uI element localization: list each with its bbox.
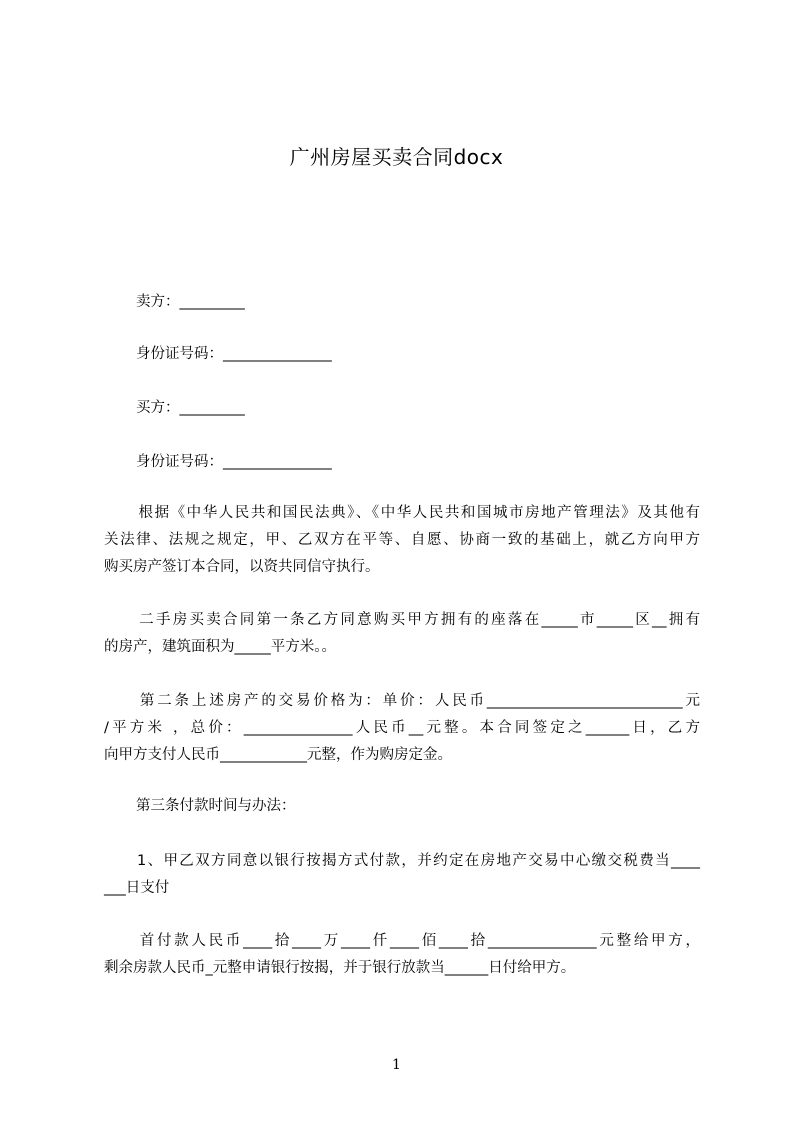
page-number: 1: [392, 1057, 401, 1073]
down-payment-line: 剩余房款人民币_元整申请银行按揭，并于银行放款当______日付给甲方。: [104, 960, 576, 976]
clause-1-line: ___日支付: [104, 880, 170, 896]
seller-id-line: 身份证号码：_______________: [136, 346, 332, 362]
article-1-line: 的房产，建筑面积为_____平方米。。: [104, 639, 336, 655]
article-2-line: 第二条上述房产的交易价格为：单价：人民币___________________________元: [137, 693, 700, 709]
article-1-paragraph: [104, 607, 700, 661]
preamble-line: 购买房产签订本合同，以资共同信守执行。: [104, 559, 380, 575]
article-2-line: 向甲方支付人民币____________元整，作为购房定金。: [104, 747, 452, 763]
buyer-line: 买方：_________: [136, 400, 245, 416]
document-title: 广州房屋买卖合同docx: [289, 145, 504, 169]
clause-1-paragraph: [104, 848, 700, 902]
down-payment-paragraph: [104, 928, 700, 982]
article-2-paragraph: [104, 688, 700, 769]
article-3-heading: 第三条付款时间与办法：: [136, 798, 296, 814]
preamble-line: 关法律、法规之规定，甲、乙双方在平等、自愿、协商一致的基础上，就乙方向甲方: [104, 532, 700, 548]
seller-line: 卖方：_________: [136, 294, 245, 310]
preamble-line: 根据《中华人民共和国民法典》、《中华人民共和国城市房地产管理法》及其他有: [137, 505, 700, 521]
clause-1-line: 1、甲乙双方同意以银行按揭方式付款，并约定在房地产交易中心缴交税费当____: [137, 853, 700, 869]
preamble-paragraph: [104, 500, 700, 581]
down-payment-line: 首付款人民币____拾____万____仟____佰____拾_______________元整给甲方，: [137, 933, 700, 949]
buyer-id-line: 身份证号码：_______________: [136, 454, 332, 470]
article-1-line: 二手房买卖合同第一条乙方同意购买甲方拥有的座落在_____市_____区__拥有: [137, 612, 700, 628]
article-2-line: /平方米 ，总价：_______________人民币__元整。本合同签定之______日，乙方: [104, 720, 700, 736]
